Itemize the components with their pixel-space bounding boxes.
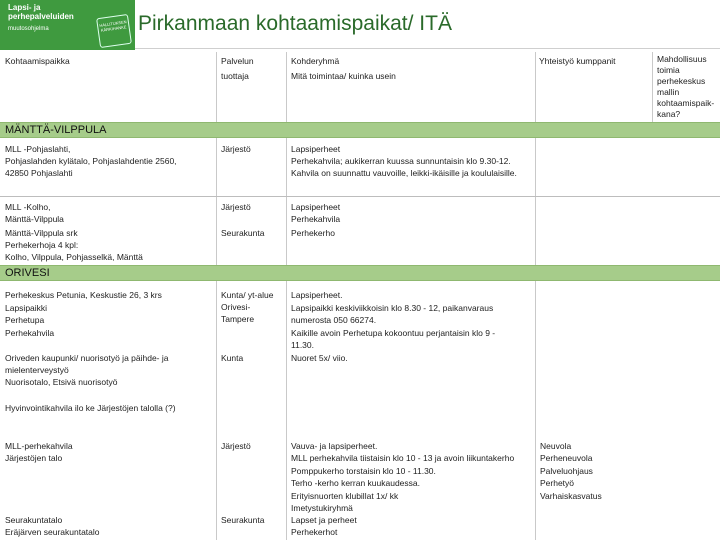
table-row-target: Lapsiperheet Perhekahvila; aukikerran kuussa sunnuntaisin klo 9.30-12. Kahvila on suunnattu vauvoille, leikki-ikäisille ja koululaisille. [291,144,517,178]
table-row-target: Vauva- ja lapsiperheet. MLL perhekahvila tiistaisin klo 10 - 13 ja avoin liikuntakerho Pomppukerho torstaisin klo 10 - 11.30. Terho -kerho kerran kuukaudessa. Erityisnuorten klubillat 1x/ kk Imetystukiryhmä [291,441,515,514]
table-row-target: Nuoret 5x/ viio. [291,353,348,363]
table-row-place: Seurakuntatalo Eräjärven seurakuntatalo [5,515,100,537]
column-header-possibility: Mahdollisuus toimia perhekeskus mallin kohtaamispaik- kana? [657,54,715,119]
table-row-place: MLL -Pohjaslahti, Pohjaslahden kylätalo, Pohjaslahdentie 2560, 42850 Pohjaslahti [5,144,177,178]
table-row-provider: Järjestö [221,441,251,451]
table-row-place: Perhekeskus Petunia, Keskustie 26, 3 krs Lapsipaikki Perhetupa Perhekahvila [5,290,162,338]
table-row-place: Mänttä-Vilppula srk Perhekerhoja 4 kpl: Kolho, Vilppula, Pohjasselkä, Mänttä [5,228,143,262]
table-row-target: Lapsiperheet Perhekahvila [291,202,341,224]
table-row-place: MLL-perhekahvila Järjestöjen talo [5,441,73,463]
note-text: Hyvinvointikahvila ilo ke Järjestöjen talolla (?) [5,403,176,413]
logo-text: Lapsi- ja perhepalveluiden [8,3,74,21]
column-header-provider: Palvelun tuottaja [221,56,254,81]
karkihanke-badge: HALLITUKSEN KÄRKIHANKE [96,14,132,48]
section-header-mantta-vilppula: MÄNTTÄ-VILPPULA [0,122,720,138]
row-divider [0,196,720,197]
table-row-target: Lapsiperheet. Lapsipaikki keskiviikkoisin klo 8.30 - 12, paikanvaraus numerosta 050 66274. Kaikille avoin Perhetupa kokoontuu perjantaisin klo 9 - 11.30. [291,290,496,350]
table-row-target: Lapset ja perheet Perhekerhot [291,515,357,537]
title-divider [135,48,720,49]
page-title: Pirkanmaan kohtaamispaikat/ ITÄ [138,12,452,35]
section-header-orivesi: ORIVESI [0,265,720,281]
table-row-provider: Kunta/ yt-alue Orivesi- Tampere [221,290,274,324]
table-row-provider: Kunta [221,353,244,363]
column-header-partners: Yhteistyö kumppanit [539,56,616,66]
table-row-provider: Järjestö [221,144,251,154]
table-row-provider: Seurakunta [221,515,265,525]
table-row-provider: Seurakunta [221,228,265,238]
program-logo [0,0,135,50]
table-row-place: MLL -Kolho, Mänttä-Vilppula [5,202,64,224]
column-header-target: Kohderyhmä Mitä toimintaa/ kuinka usein [291,56,396,81]
table-row-place: Oriveden kaupunki/ nuorisotyö ja päihde- ja mielenterveystyö Nuorisotalo, Etsivä nuorisotyö [5,353,169,387]
column-header-place: Kohtaamispaikka [5,56,70,66]
page-header [0,0,720,50]
table-row-provider: Järjestö [221,202,251,212]
logo-subtext: muutosohjelma [8,26,49,32]
column-divider [652,52,653,122]
table-row-target: Perhekerho [291,228,335,238]
table-row-partners: Neuvola Perheneuvola Palveluohjaus Perhetyö Varhaiskasvatus [540,441,602,501]
